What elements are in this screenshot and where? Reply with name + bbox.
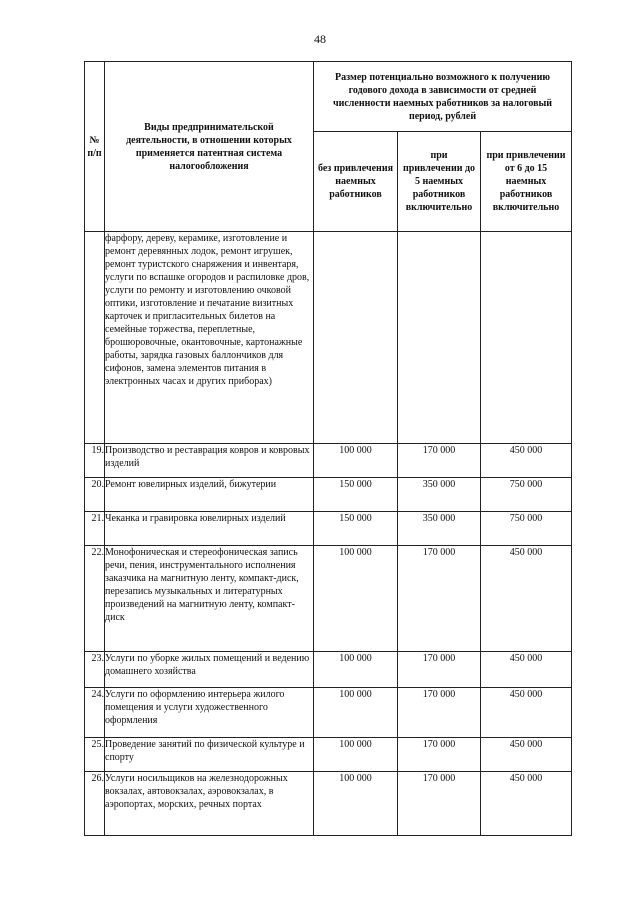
row-number: 22.	[85, 546, 105, 652]
income-6-to-15: 450 000	[481, 652, 572, 688]
row-number: 24.	[85, 688, 105, 738]
table-row	[85, 546, 572, 652]
income-6-to-15: 450 000	[481, 444, 572, 478]
income-up-to-5: 170 000	[398, 444, 481, 478]
income-no-workers: 100 000	[314, 688, 398, 738]
header-col-up-to-5: при привлечении до 5 наемных работников включительно	[398, 132, 481, 232]
income-no-workers: 150 000	[314, 512, 398, 546]
income-6-to-15: 450 000	[481, 546, 572, 652]
activity-description: Монофоническая и стереофоническая запись речи, пения, инструментального исполнения заказчика на магнитную ленту, компакт-диск, перезапись музыкальных и литературных произведений на магнитную ленту, компакт-диск	[105, 546, 314, 652]
income-6-to-15	[481, 232, 572, 444]
table-row	[85, 652, 572, 688]
header-col-no-workers: без привлечения наемных работников	[314, 132, 398, 232]
header-income-size: Размер потенциально возможного к получению годового дохода в зависимости от средней численности наемных работников за налоговый период, рублей	[314, 62, 572, 132]
income-no-workers: 150 000	[314, 478, 398, 512]
row-number: 23.	[85, 652, 105, 688]
row-number: 26.	[85, 772, 105, 836]
row-number	[85, 232, 105, 444]
table-row	[85, 688, 572, 738]
activity-description: Услуги по уборке жилых помещений и ведению домашнего хозяйства	[105, 652, 314, 688]
table-body	[85, 232, 572, 836]
row-number: 21.	[85, 512, 105, 546]
income-6-to-15: 450 000	[481, 688, 572, 738]
activity-description: Чеканка и гравировка ювелирных изделий	[105, 512, 314, 546]
income-up-to-5: 170 000	[398, 772, 481, 836]
income-up-to-5	[398, 232, 481, 444]
header-activity: Виды предпринимательской деятельности, в отношении которых применяется патентная система налогообложения	[105, 62, 314, 232]
income-6-to-15: 750 000	[481, 512, 572, 546]
income-no-workers: 100 000	[314, 546, 398, 652]
income-up-to-5: 170 000	[398, 546, 481, 652]
income-no-workers: 100 000	[314, 444, 398, 478]
income-up-to-5: 170 000	[398, 688, 481, 738]
income-up-to-5: 170 000	[398, 652, 481, 688]
income-up-to-5: 350 000	[398, 478, 481, 512]
header-num: № п/п	[85, 62, 105, 232]
income-no-workers: 100 000	[314, 772, 398, 836]
header-col-6-to-15: при привлечении от 6 до 15 наемных работников включительно	[481, 132, 572, 232]
activity-description: фарфору, дереву, керамике, изготовление и ремонт деревянных лодок, ремонт игрушек, ремонт туристского снаряжения и инвентаря, услуги по вспашке огородов и распиловке дров, услуги по ремонту и изготовлению очковой оптики, изготовление и печатание визитных карточек и пригласительных билетов на семейные торжества, переплетные, брошюровочные, окантовочные, картонажные работы, зарядка газовых баллончиков для сифонов, замена элементов питания в электронных часах и других приборах)	[105, 232, 314, 444]
income-up-to-5: 170 000	[398, 738, 481, 772]
table-row	[85, 444, 572, 478]
income-6-to-15: 450 000	[481, 738, 572, 772]
income-no-workers: 100 000	[314, 738, 398, 772]
table-row	[85, 512, 572, 546]
row-number: 20.	[85, 478, 105, 512]
table-row	[85, 478, 572, 512]
table-row	[85, 232, 572, 444]
income-no-workers	[314, 232, 398, 444]
patent-income-table	[84, 61, 572, 836]
activity-description: Проведение занятий по физической культуре и спорту	[105, 738, 314, 772]
page-number: 48	[314, 32, 326, 46]
row-number: 25.	[85, 738, 105, 772]
table-row	[85, 772, 572, 836]
income-no-workers: 100 000	[314, 652, 398, 688]
income-6-to-15: 450 000	[481, 772, 572, 836]
income-up-to-5: 350 000	[398, 512, 481, 546]
row-number: 19.	[85, 444, 105, 478]
table-row	[85, 738, 572, 772]
income-6-to-15: 750 000	[481, 478, 572, 512]
activity-description: Услуги носильщиков на железнодорожных вокзалах, автовокзалах, аэровокзалах, в аэропортах, морских, речных портах	[105, 772, 314, 836]
activity-description: Производство и реставрация ковров и ковровых изделий	[105, 444, 314, 478]
activity-description: Ремонт ювелирных изделий, бижутерии	[105, 478, 314, 512]
activity-description: Услуги по оформлению интерьера жилого помещения и услуги художественного оформления	[105, 688, 314, 738]
